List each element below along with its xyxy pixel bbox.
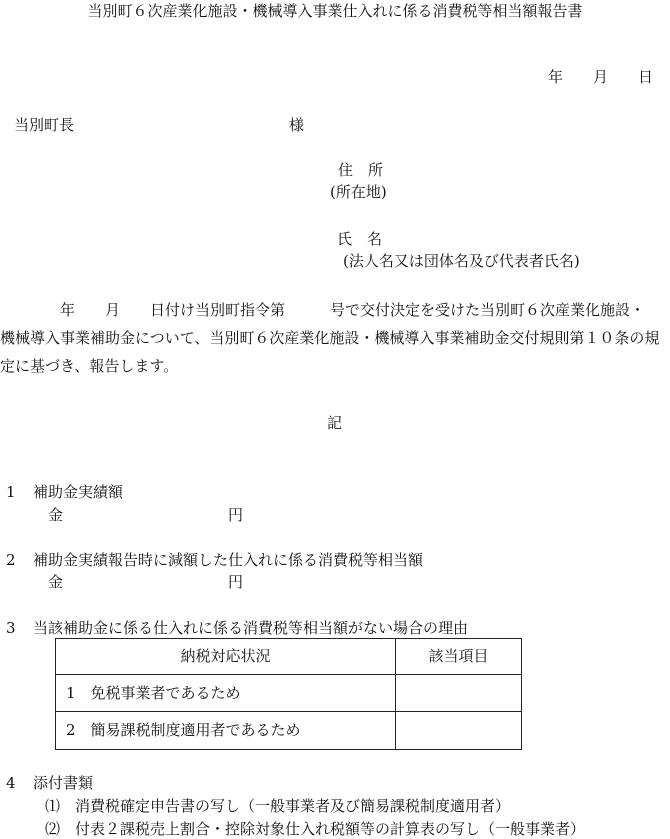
body-line: 機械導入事業補助金について、当別町６次産業化施設・機械導入事業補助金交付規則第１０条の規 bbox=[0, 329, 660, 347]
section-2-heading: 補助金実績報告時に減額した仕入れに係る消費税等相当額 bbox=[33, 551, 424, 569]
attachment-item: ⑵ 付表２課税売上割合・控除対象仕入れ税額等の計算表の写し（一般事業者） bbox=[45, 820, 586, 838]
section-1-amount-prefix: 金 bbox=[48, 506, 64, 524]
reason-check-cell[interactable] bbox=[396, 675, 522, 712]
reason-label: 1 免税事業者であるため bbox=[56, 675, 396, 712]
address-sub-label: (所在地) bbox=[330, 183, 387, 201]
section-2-amount-prefix: 金 bbox=[48, 573, 64, 591]
section-1-number: 1 bbox=[6, 483, 16, 501]
reason-table bbox=[55, 638, 522, 750]
table-header-row bbox=[56, 639, 522, 675]
reason-check-cell[interactable] bbox=[396, 712, 522, 750]
table-row bbox=[56, 712, 522, 750]
body-line: 年 月 日付け当別町指令第 号で交付決定を受けた当別町６次産業化施設・ bbox=[0, 301, 646, 319]
section-4-number: 4 bbox=[6, 774, 16, 792]
section-1-amount-unit: 円 bbox=[228, 506, 244, 524]
name-sub-label: (法人名又は団体名及び代表者氏名) bbox=[343, 252, 580, 270]
table-row bbox=[56, 675, 522, 712]
honorific: 様 bbox=[289, 116, 305, 134]
section-1-heading: 補助金実績額 bbox=[33, 483, 124, 501]
body-line: 定に基づき、報告します。 bbox=[0, 357, 179, 375]
section-4-heading: 添付書類 bbox=[33, 774, 94, 792]
date-line: 年 月 日 bbox=[548, 68, 654, 86]
name-label: 氏 名 bbox=[337, 230, 383, 248]
section-2-number: 2 bbox=[6, 551, 16, 569]
ki-heading: 記 bbox=[327, 414, 343, 432]
addressee: 当別町長 bbox=[14, 116, 75, 134]
body-paragraph bbox=[0, 296, 670, 380]
column-header-status: 納税対応状況 bbox=[56, 639, 396, 675]
reason-label: 2 簡易課税制度適用者であるため bbox=[56, 712, 396, 750]
column-header-applicable: 該当項目 bbox=[396, 639, 522, 675]
attachment-item: ⑴ 消費税確定申告書の写し（一般事業者及び簡易課税制度適用者） bbox=[45, 797, 511, 815]
section-3-number: 3 bbox=[6, 619, 16, 637]
document-title: 当別町６次産業化施設・機械導入事業仕入れに係る消費税等相当額報告書 bbox=[87, 2, 583, 20]
section-2-amount-unit: 円 bbox=[228, 573, 244, 591]
address-label: 住 所 bbox=[338, 161, 384, 179]
section-3-heading: 当該補助金に係る仕入れに係る消費税等相当額がない場合の理由 bbox=[33, 619, 469, 637]
